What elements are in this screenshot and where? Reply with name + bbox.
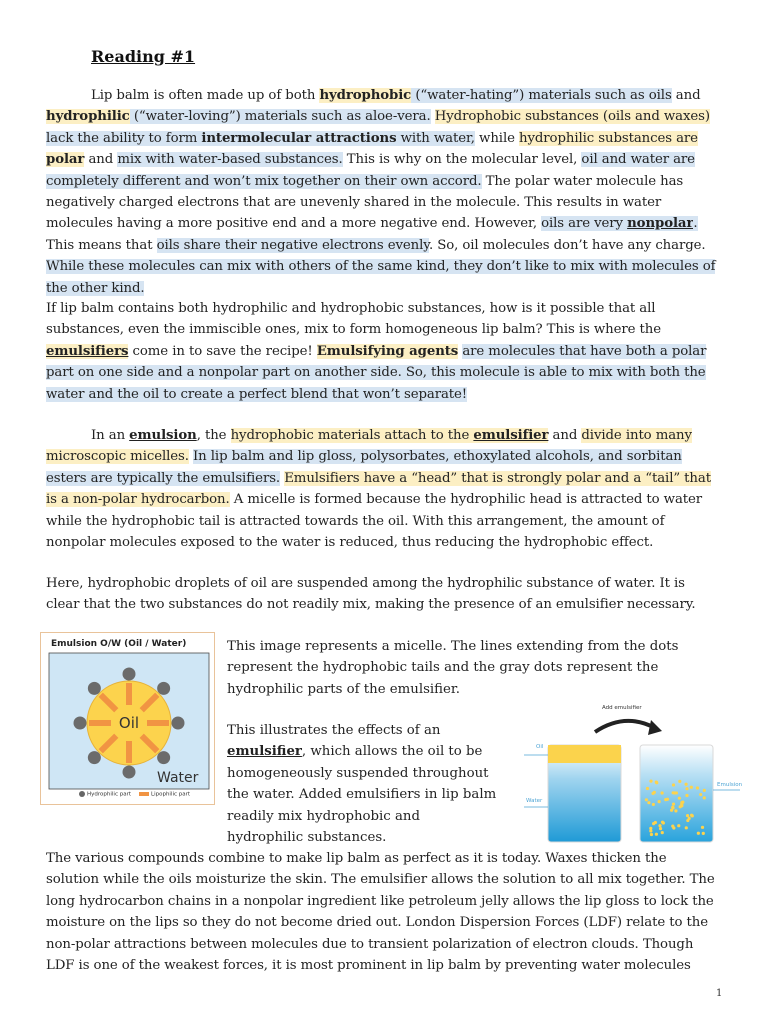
oil-droplet-dot (690, 814, 693, 817)
oil-layer-label: Oil (536, 744, 544, 750)
oil-droplet-dot (671, 806, 674, 809)
p3-text: In an (91, 428, 130, 443)
p1-highlight: (“water-loving”) materials such as aloe-vera. (129, 109, 431, 125)
oil-layer (548, 745, 621, 763)
add-emulsifier-label: Add emulsifier (602, 705, 642, 711)
p1-text: Lip balm is often made up of both (91, 88, 320, 103)
caption2-text: , which allows the oil to be homogeneously suspended throughout the water. Added emulsifiers in lip balm readily mix hydrophobic and hydrophilic substances. (227, 744, 497, 846)
p2-text: come in to save the recipe! (128, 343, 317, 359)
oil-droplet-dot (703, 796, 706, 799)
oil-droplet-dot (670, 809, 673, 812)
p3-text: A micelle is formed because the hydrophilic head is attracted to water while the hydrophobic tail is attracted towards the oil. With this arrangement, the amount of nonpolar molecules exposed to the water is reduced, thus reducing the hydrophobic effect. (46, 492, 703, 551)
oil-droplet-dot (685, 826, 688, 829)
paragraph-3 (46, 425, 722, 553)
micelle-figure (40, 632, 215, 805)
oil-droplet-dot (702, 832, 705, 835)
figure-title: Emulsion O/W (Oil / Water) (51, 639, 187, 649)
p1-highlight: hydrophilic substances are (519, 130, 698, 146)
oil-droplet-dot (647, 801, 650, 804)
p3-highlight: hydrophobic materials attach to the (230, 428, 474, 443)
p1-highlight: lack the ability to form (46, 130, 202, 146)
oil-droplet-dot (649, 829, 652, 832)
oil-droplet-dot (646, 787, 649, 790)
paragraph-5: The various compounds combine to make lip balm as perfect as it is today. Waxes thicken the solution while the oils moisturize the skin. The emulsifier allows the solution to all mix together. The long hydrocarbon chains in a nonpolar ingredient like petroleum jelly allows the lip gloss to lock the moisture on the lips so they do not become dried out. London Dispersion Forces (LDF) relate to the non-polar attractions between molecules due to transient polarization of electron clouds. Though LDF is one of the weakest forces, it is most prominent in lip balm by preventing water molecules (46, 851, 715, 974)
p1-highlight: (“water-hating”) materials such as oils (411, 88, 672, 103)
term-intermolecular-attractions: intermolecular attractions (201, 130, 397, 146)
oil-droplet-dot (685, 783, 688, 786)
term-hydrophobic: hydrophobic (319, 88, 412, 103)
hydrophilic-head (88, 751, 101, 764)
p3-text: , the (196, 428, 231, 443)
oil-droplet-dot (678, 780, 681, 783)
emulsion-label: Emulsion (717, 782, 743, 788)
term-emulsifiers: emulsifiers (46, 343, 129, 359)
oil-droplet-dot (661, 791, 664, 794)
oil-droplet-dot (696, 786, 699, 789)
hydrophilic-head (157, 682, 170, 695)
oil-label: Oil (118, 714, 140, 732)
hydrophilic-head (123, 668, 136, 681)
p1-text: This means that (46, 237, 157, 253)
oil-droplet-dot (690, 786, 693, 789)
p1-highlight: mix with water-based substances. (117, 152, 343, 168)
p3-text: and (548, 428, 582, 443)
paragraph-1 (46, 85, 722, 299)
oil-droplet-dot (664, 798, 667, 801)
arrow-curve (595, 721, 655, 732)
oil-droplet-dot (661, 821, 664, 824)
paragraph-2 (46, 298, 722, 405)
oil-droplet-dot (645, 798, 648, 801)
caption-emulsifier (227, 720, 497, 848)
term-emulsifying-agents: Emulsifying agents (316, 343, 459, 359)
oil-droplet-dot (678, 797, 681, 800)
p1-text: and (84, 152, 118, 168)
micelle-diagram (41, 633, 216, 806)
water-label: Water (157, 770, 199, 786)
page-title: Reading #1 (91, 47, 196, 66)
oil-droplet-dot (653, 791, 656, 794)
oil-droplet-dot (688, 817, 691, 820)
oil-droplet-dot (699, 793, 702, 796)
p1-highlight: oils are very (541, 216, 628, 232)
caption-micelle: This image represents a micelle. The lines extending from the dots represent the hydrophobic tails and the gray dots represent the hydrophilic parts of the emulsifier. (227, 639, 679, 697)
oil-droplet-dot (685, 787, 688, 790)
oil-droplet-dot (655, 780, 658, 783)
arrow-head (648, 720, 662, 735)
p2-text: If lip balm contains both hydrophilic and hydrophobic substances, how is it possible that all substances, even the immiscible ones, mix to form homogeneous lip balm? This is where the (46, 301, 661, 338)
p1-text: while (474, 130, 519, 146)
lipophilic-legend-swatch (139, 792, 149, 796)
hydrophilic-head (172, 717, 185, 730)
oil-droplet-dot (701, 826, 704, 829)
oil-droplet-dot (650, 833, 653, 836)
p1-highlight: . (693, 216, 698, 232)
term-polar: polar (46, 152, 85, 168)
oil-droplet-dot (674, 809, 677, 812)
oil-droplet-dot (659, 827, 662, 830)
oil-droplet-dot (703, 789, 706, 792)
oil-droplet-dot (680, 804, 683, 807)
emulsifier-diagram (520, 700, 750, 850)
term-hydrophilic: hydrophilic (46, 109, 130, 125)
term-emulsifier: emulsifier (473, 428, 549, 443)
p1-text: The polar water molecule has negatively charged electrons that are unevenly shared in the molecule. This results in water molecules having a more positive end and a more negative end. However, (46, 173, 684, 232)
caption2-text: This illustrates the effects of an (227, 723, 441, 738)
p1-highlight: While these molecules can mix with others of the same kind, they don’t like to mix with molecules of the other kind. (46, 259, 716, 296)
water-layer-label: Water (526, 798, 543, 804)
oil-droplet-dot (652, 822, 655, 825)
paragraph-4: Here, hydrophobic droplets of oil are suspended among the hydrophilic substance of water. It is clear that the two substances do not readily mix, making the presence of an emulsifier necessary. (46, 576, 696, 613)
p1-highlight: oil and water are completely different and won’t mix together on their own accord. (46, 152, 695, 189)
oil-droplet-dot (661, 831, 664, 834)
term-nonpolar: nonpolar (627, 216, 694, 232)
p2-highlight: are molecules that have both a polar part on one side and a nonpolar part on another side. So, this molecule is able to mix with both the water and the oil to create a perfect blend that won’t separate! (46, 343, 707, 402)
p1-text: and (671, 88, 701, 103)
p1-text: . So, oil molecules don’t have any charge. (428, 237, 706, 253)
emulsifier-figure (520, 700, 750, 850)
hydrophilic-head (123, 766, 136, 779)
legend-hydrophilic: Hydrophilic part (87, 791, 131, 798)
p1-highlight: Hydrophobic substances (oils and waxes) (434, 109, 710, 125)
oil-droplet-dot (652, 803, 655, 806)
term-emulsion: emulsion (129, 428, 197, 443)
hydrophilic-head (88, 682, 101, 695)
oil-droplet-dot (658, 800, 661, 803)
p3-highlight: In lip balm and lip gloss, polysorbates, ethoxylated alcohols, and sorbitan esters are typically the emulsifiers. (46, 449, 682, 486)
oil-droplet-dot (697, 832, 700, 835)
oil-droplet-dot (685, 794, 688, 797)
p1-text: This is why on the molecular level, (342, 152, 582, 168)
p3-highlight: divide into many microscopic micelles. (46, 428, 692, 465)
hydrophilic-head (157, 751, 170, 764)
legend-lipophilic: Lipophilic part (151, 791, 191, 798)
oil-droplet-dot (658, 824, 661, 827)
oil-droplet-dot (677, 824, 680, 827)
hydrophilic-legend-swatch (79, 791, 85, 797)
oil-droplet-dot (672, 826, 675, 829)
oil-droplet-dot (649, 780, 652, 783)
hydrophilic-head (74, 717, 87, 730)
oil-droplet-dot (686, 814, 689, 817)
p3-highlight: Emulsifiers have a “head” that is strongly polar and a “tail” that is a non-polar hydrocarbon. (46, 470, 711, 508)
oil-droplet-dot (655, 833, 658, 836)
p1-highlight: oils share their negative electrons evenly (156, 237, 429, 253)
term-emulsifier-caption: emulsifier (227, 744, 302, 760)
oil-droplet-dot (672, 783, 675, 786)
p1-highlight: with water, (396, 130, 475, 146)
oil-droplet-dot (672, 803, 675, 806)
page-number: 1 (716, 988, 723, 999)
oil-droplet-dot (673, 791, 676, 794)
figure-legend (79, 791, 190, 798)
